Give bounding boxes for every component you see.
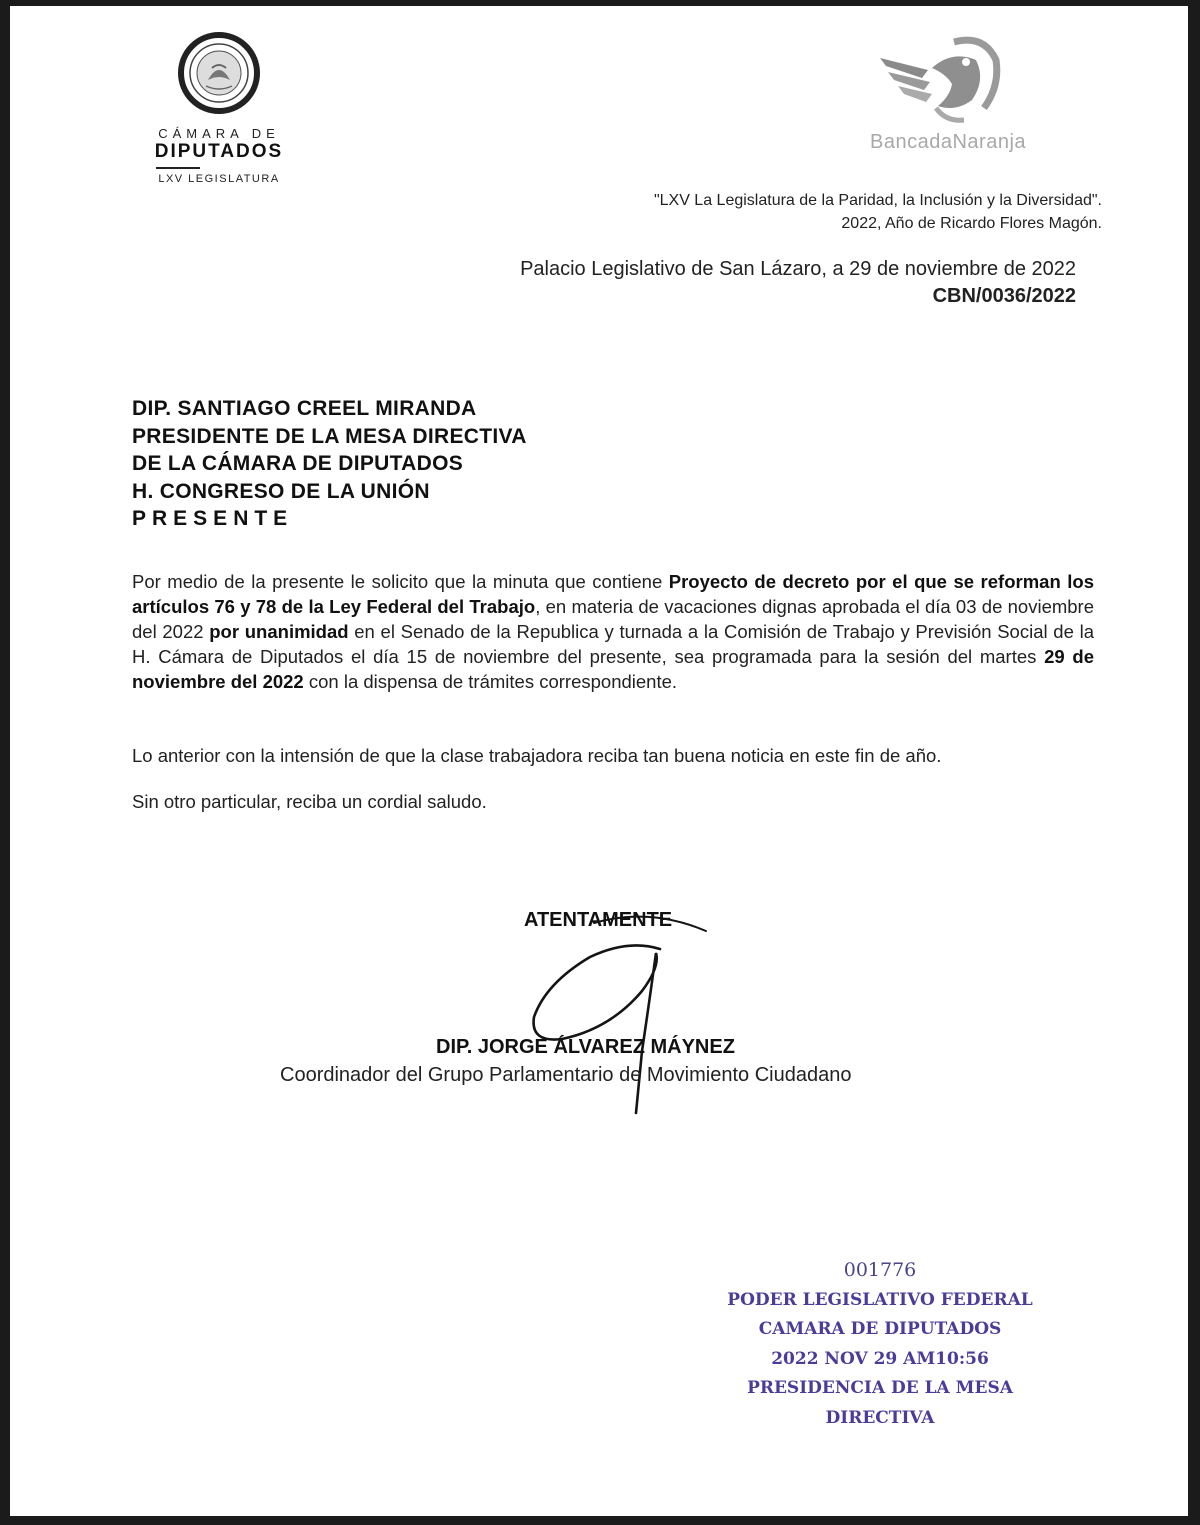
p1-text-g: con la dispensa de trámites correspondiente.: [303, 671, 678, 692]
p1-text-e: en el Senado de la Republica y turnada a la Comisión de Trabajo y Previsión Social de la H. Cámara de Diputados el día 15 de noviembre del presente, sea programada para la sesión del martes: [132, 621, 1094, 667]
place-date: Palacio Legislativo de San Lázaro, a 29 de noviembre de 2022: [520, 258, 1076, 280]
stamp-line-camara: CAMARA DE DIPUTADOS: [758, 1319, 1002, 1339]
logo-divider: [156, 167, 200, 169]
national-seal-icon: [178, 32, 260, 114]
handwritten-signature: [510, 901, 720, 1126]
closing-salutation: ATENTAMENTE: [524, 909, 673, 931]
stamp-folio-number: 001776: [843, 1259, 917, 1281]
addressee-presente: PRESENTE: [132, 507, 294, 530]
addressee-congress: H. CONGRESO DE LA UNIÓN: [132, 479, 430, 503]
logo-line-legislatura: LXV LEGISLATURA: [158, 173, 280, 185]
p1-text-a: Por medio de la presente le solicito que la minuta que contiene: [132, 571, 669, 592]
body-paragraph-greeting: Sin otro particular, reciba un cordial saludo.: [132, 791, 487, 812]
camara-diputados-logo: [134, 28, 304, 198]
body-paragraph-request: [132, 569, 1094, 694]
legislature-motto: [654, 189, 1102, 235]
stamp-line-presidencia: PRESIDENCIA DE LA MESA DIRECTIVA: [747, 1378, 1013, 1428]
logo-line-camara: CÁMARA DE: [158, 126, 280, 141]
motto-line-1: "LXV La Legislatura de la Paridad, la Inclusión y la Diversidad".: [653, 192, 1102, 209]
stamp-line-poder: PODER LEGISLATIVO FEDERAL: [727, 1289, 1033, 1310]
motto-line-2: 2022, Año de Ricardo Flores Magón.: [841, 215, 1102, 232]
bancada-naranja-wordmark: [870, 131, 1050, 154]
wordmark-part-bancada: Bancada: [870, 131, 953, 153]
addressee-title: PRESIDENTE DE LA MESA DIRECTIVA: [132, 424, 527, 448]
p1-unanimity: por unanimidad: [209, 621, 349, 642]
p1-text-c: , en materia de vacaciones dignas aprobada el día 03 de noviembre del 2022: [132, 596, 1095, 642]
bancada-naranja-logo: [870, 30, 1050, 165]
addressee-name: DIP. SANTIAGO CREEL MIRANDA: [132, 397, 477, 420]
logo-line-diputados: DIPUTADOS: [154, 141, 284, 162]
place-and-date-block: [520, 256, 1076, 310]
document-page: [10, 6, 1188, 1516]
eagle-logo-icon: [876, 30, 1006, 130]
reception-stamp: [700, 1256, 1060, 1433]
wordmark-part-naranja: Naranja: [952, 131, 1027, 153]
p1-decree-title: Proyecto de decreto por el que se reforman los artículos 76 y 78 de la Ley Federal del Trabajo: [132, 571, 1094, 617]
signer-name: DIP. JORGE ÁLVAREZ MÁYNEZ: [436, 1036, 735, 1058]
reference-number: CBN/0036/2022: [932, 285, 1076, 307]
addressee-block: [132, 395, 527, 533]
p1-session-date: 29 de noviembre del 2022: [132, 646, 1094, 692]
signer-role: Coordinador del Grupo Parlamentario de Movimiento Ciudadano: [280, 1064, 852, 1086]
addressee-chamber: DE LA CÁMARA DE DIPUTADOS: [132, 452, 464, 475]
stamp-line-datetime: 2022 NOV 29 AM10:56: [771, 1348, 989, 1369]
body-paragraph-intention: Lo anterior con la intensión de que la clase trabajadora reciba tan buena noticia en este fin de año.: [132, 745, 942, 766]
